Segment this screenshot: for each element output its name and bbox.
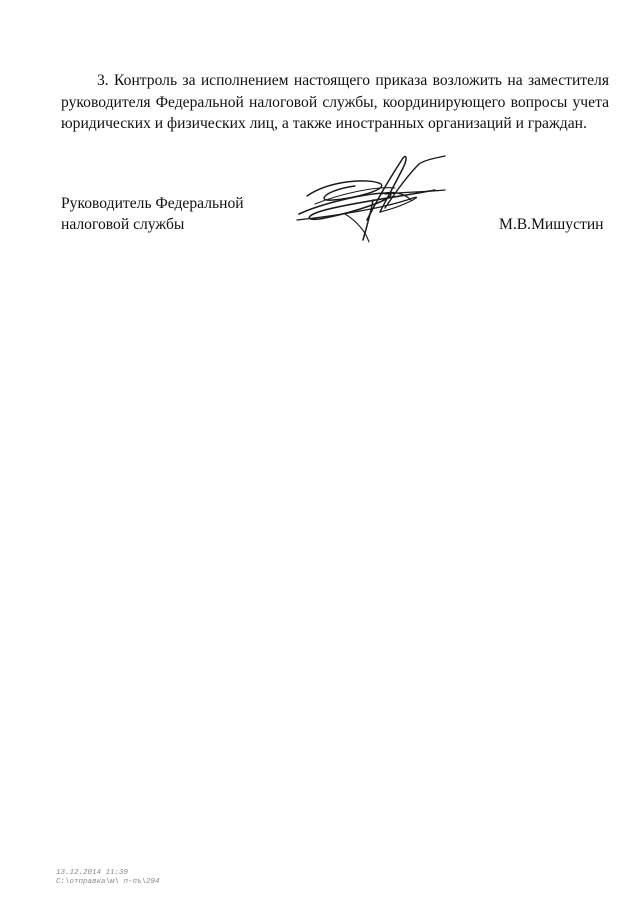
- signatory-title-line2: налоговой службы: [61, 216, 185, 233]
- file-stamp-footer: [56, 869, 160, 887]
- paragraph-item-3: 3. Контроль за исполнением настоящего приказа возложить на заместителя руководителя Федеральной налоговой службы, координирующего вопросы учета юридических и физических лиц, а также иностранных организаций и граждан.: [61, 72, 609, 132]
- footer-timestamp: 13.12.2014 11:39: [56, 869, 129, 877]
- signatory-title: [61, 193, 244, 235]
- handwritten-signature: [285, 150, 460, 245]
- signatory-title-line1: Руководитель Федеральной: [61, 195, 244, 212]
- signatory-name: М.В.Мишустин: [499, 216, 604, 233]
- footer-file-path: С:\отправка\м\ п-пъ\294: [56, 878, 160, 886]
